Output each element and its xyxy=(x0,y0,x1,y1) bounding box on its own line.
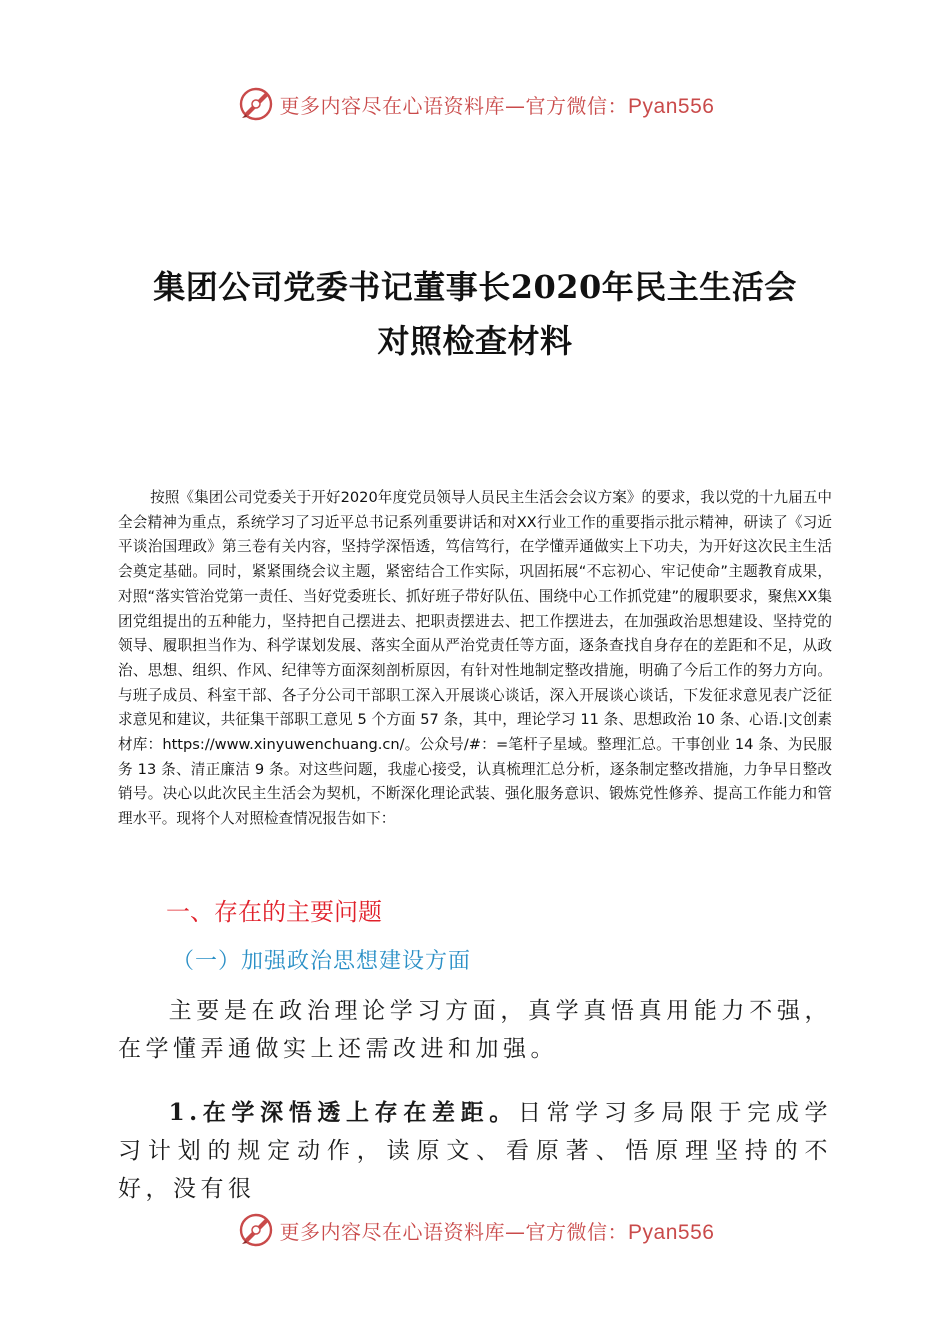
watermark-banner-bottom xyxy=(0,1208,950,1252)
subsection-heading: （一）加强政治思想建设方面 xyxy=(172,949,472,974)
item-text: 日常学习多局限于完成学习计划的规定动作，读原文、看原著、悟原理坚持的不好，没有很 xyxy=(118,1100,833,1202)
section-heading: 一、存在的主要问题 xyxy=(166,898,382,926)
document-title-line1: 集团公司党委书记董事长2020年民主生活会 xyxy=(153,268,797,306)
document-title-line2: 对照检查材料 xyxy=(377,322,573,360)
pen-circle-logo-icon xyxy=(236,84,276,124)
watermark-banner-top xyxy=(0,82,950,126)
watermark-text: 更多内容尽在心语资料库—官方微信：Pyan556 xyxy=(279,1219,715,1244)
item-lead: 1.在学深悟透上存在差距。 xyxy=(168,1099,518,1126)
wechat-id: Pyan556 xyxy=(628,94,715,118)
watermark-text: 更多内容尽在心语资料库—官方微信：Pyan556 xyxy=(279,93,715,118)
intro-paragraph: 按照《集团公司党委关于开好2020年度党员领导人员民主生活会会议方案》的要求，我以党的十九届五中全会精神为重点，系统学习了习近平总书记系列重要讲话和对XX行业工作的重要指示批示精神，研读了《习近平谈治国理政》第三卷有关内容，坚持学深悟透，笃信笃行，在学懂弄通做实上下功夫，为开好这次民主生活会奠定基础。同时，紧紧围绕会议主题，紧密结合工作实际，巩固拓展“不忘初心、牢记使命”主题教育成果，对照“落实管治党第一责任、当好党委班长、抓好班子带好队伍、围绕中心工作抓党建”的履职要求，聚焦XX集团党组提出的五种能力，坚持把自己摆进去、把职责摆进去、把工作摆进去，在加强政治思想建设、坚持党的领导、履职担当作为、科学谋划发展、落实全面从严治党责任等方面，逐条查找自身存在的差距和不足，从政治、思想、组织、作风、纪律等方面深刻剖析原因，有针对性地制定整改措施，明确了今后工作的努力方向。与班子成员、科室干部、各子分公司干部职工深入开展谈心谈话，深入开展谈心谈话，下发征求意见表广泛征求意见和建议，共征集干部职工意见 5 个方面 57 条，其中，理论学习 11 条、思想政治 10 条、心语.|文创素材库：https://www.xinyuwenchuang.cn/。公众号/#：=笔杆子星域。整理汇总。干事创业 14 条、为民服务 13 条、清正廉洁 9 条。对这些问题，我虚心接受，认真梳理汇总分析，逐条制定整改措施，力争早日整改销号。决心以此次民主生活会为契机，不断深化理论武装、强化服务意识、锻炼党性修养、提高工作能力和管理水平。现将个人对照检查情况报告如下： xyxy=(118,489,832,828)
numbered-item-paragraph xyxy=(118,1094,832,1208)
body-paragraph: 主要是在政治理论学习方面，真学真悟真用能力不强，在学懂弄通做实上还需改进和加强。 xyxy=(118,998,832,1062)
pen-circle-logo-icon xyxy=(236,1210,276,1250)
wechat-id: Pyan556 xyxy=(628,1220,715,1244)
